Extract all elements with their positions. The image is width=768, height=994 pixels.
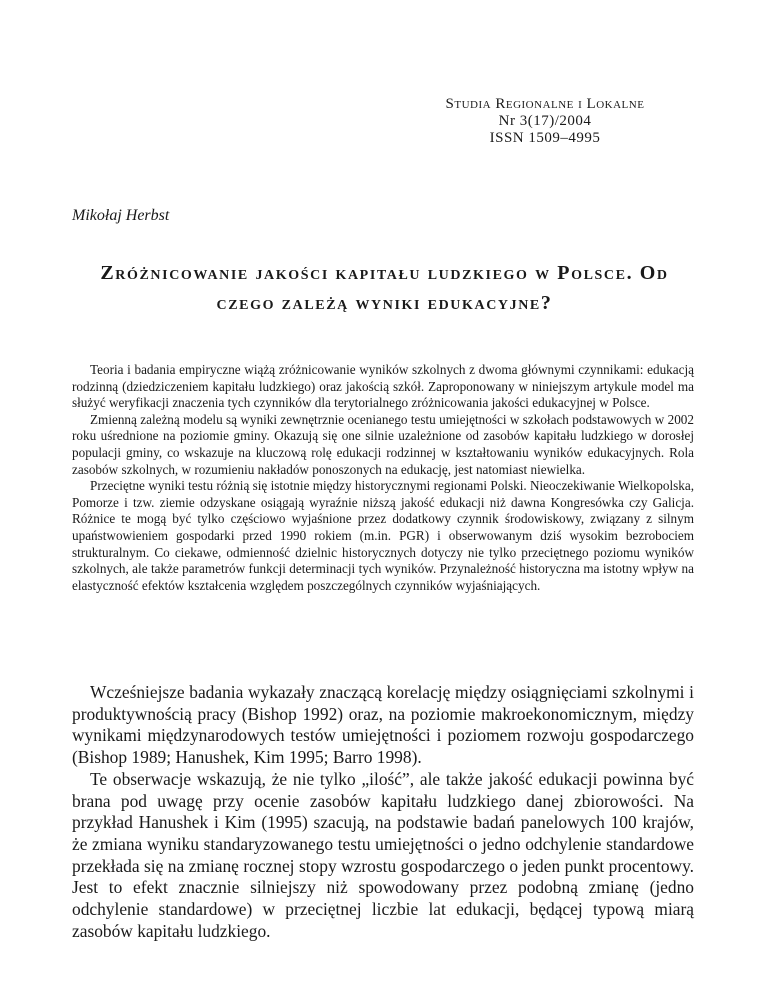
author-name: Mikołaj Herbst bbox=[72, 207, 170, 224]
abstract bbox=[72, 362, 694, 594]
abstract-paragraph: Przeciętne wyniki testu różnią się istotnie między historycznymi regionami Polski. Nieoczekiwanie Wielkopolska, Pomorze i tzw. ziemie odzyskane osiągają wyraźnie niższą jakość edukacji niż dawna Kongresówka czy Galicja. Różnice te mogą być tylko częściowo wyjaśnione przez dodatkowy czynnik środowiskowy, związany z silnym upaństwowieniem gospodarki przed 1990 rokiem (m.in. PGR) i obserwowanym dziś wysokim bezrobociem strukturalnym. Co ciekawe, odmienność dzielnic historycznych dotyczy nie tylko przeciętnego poziomu wyników szkolnych, ale także parametrów funkcji determinacji tych wyników. Przynależność historyczna ma istotny wpływ na elastyczność efektów kształcenia względem poszczególnych czynników wyjaśniających. bbox=[72, 478, 694, 593]
journal-issn: ISSN 1509–4995 bbox=[489, 130, 601, 146]
journal-issue: Nr 3(17)/2004 bbox=[498, 113, 592, 129]
body-text bbox=[72, 682, 694, 942]
article-title: Zróżnicowanie jakości kapitału ludzkiego w Polsce. Od czego zależą wyniki edukacyjne? bbox=[100, 262, 669, 314]
journal-name: Studia Regionalne i Lokalne bbox=[445, 96, 645, 112]
journal-header bbox=[400, 96, 690, 147]
abstract-paragraph: Zmienną zależną modelu są wyniki zewnętrznie ocenianego testu umiejętności w szkołach podstawowych w 2002 roku uśrednione na poziomie gminy. Okazują się one silnie uzależnione od zasobów kapitału ludzkiego w dorosłej populacji gminy, co wskazuje na kluczową rolę edukacji rodzinnej w kształtowaniu wyników edukacyjnych. Rola zasobów szkolnych, w rozumieniu nakładów ponoszonych na edukację, jest natomiast niewielka. bbox=[72, 411, 694, 477]
body-paragraph: Wcześniejsze badania wykazały znaczącą korelację między osiągnięciami szkolnymi i produktywnością pracy (Bishop 1992) oraz, na poziomie makroekonomicznym, między wynikami międzynarodowych testów umiejętności i poziomem rozwoju gospodarczego (Bishop 1989; Hanushek, Kim 1995; Barro 1998). bbox=[72, 682, 694, 768]
body-paragraph: Te obserwacje wskazują, że nie tylko „ilość”, ale także jakość edukacji powinna być brana pod uwagę przy ocenie zasobów kapitału ludzkiego danej zbiorowości. Na przykład Hanushek i Kim (1995) szacują, na podstawie badań panelowych 100 krajów, że zmiana wyniku standaryzowanego testu umiejętności o jedno odchylenie standardowe przekłada się na zmianę rocznej stopy wzrostu gospodarczego o jeden punkt procentowy. Jest to efekt znacznie silniejszy niż spowodowany przez podobną zmianę (jedno odchylenie standardowe) w przeciętnej liczbie lat edukacji, będącej typową miarą zasobów kapitału ludzkiego. bbox=[72, 768, 694, 941]
abstract-paragraph: Teoria i badania empiryczne wiążą zróżnicowanie wyników szkolnych z dwoma głównymi czynnikami: edukacją rodzinną (dziedziczeniem kapitału ludzkiego) oraz jakością szkół. Zaproponowany w niniejszym artykule model ma służyć weryfikacji znaczenia tych czynników dla terytorialnego zróżnicowania jakości edukacyjnej w Polsce. bbox=[72, 362, 694, 411]
